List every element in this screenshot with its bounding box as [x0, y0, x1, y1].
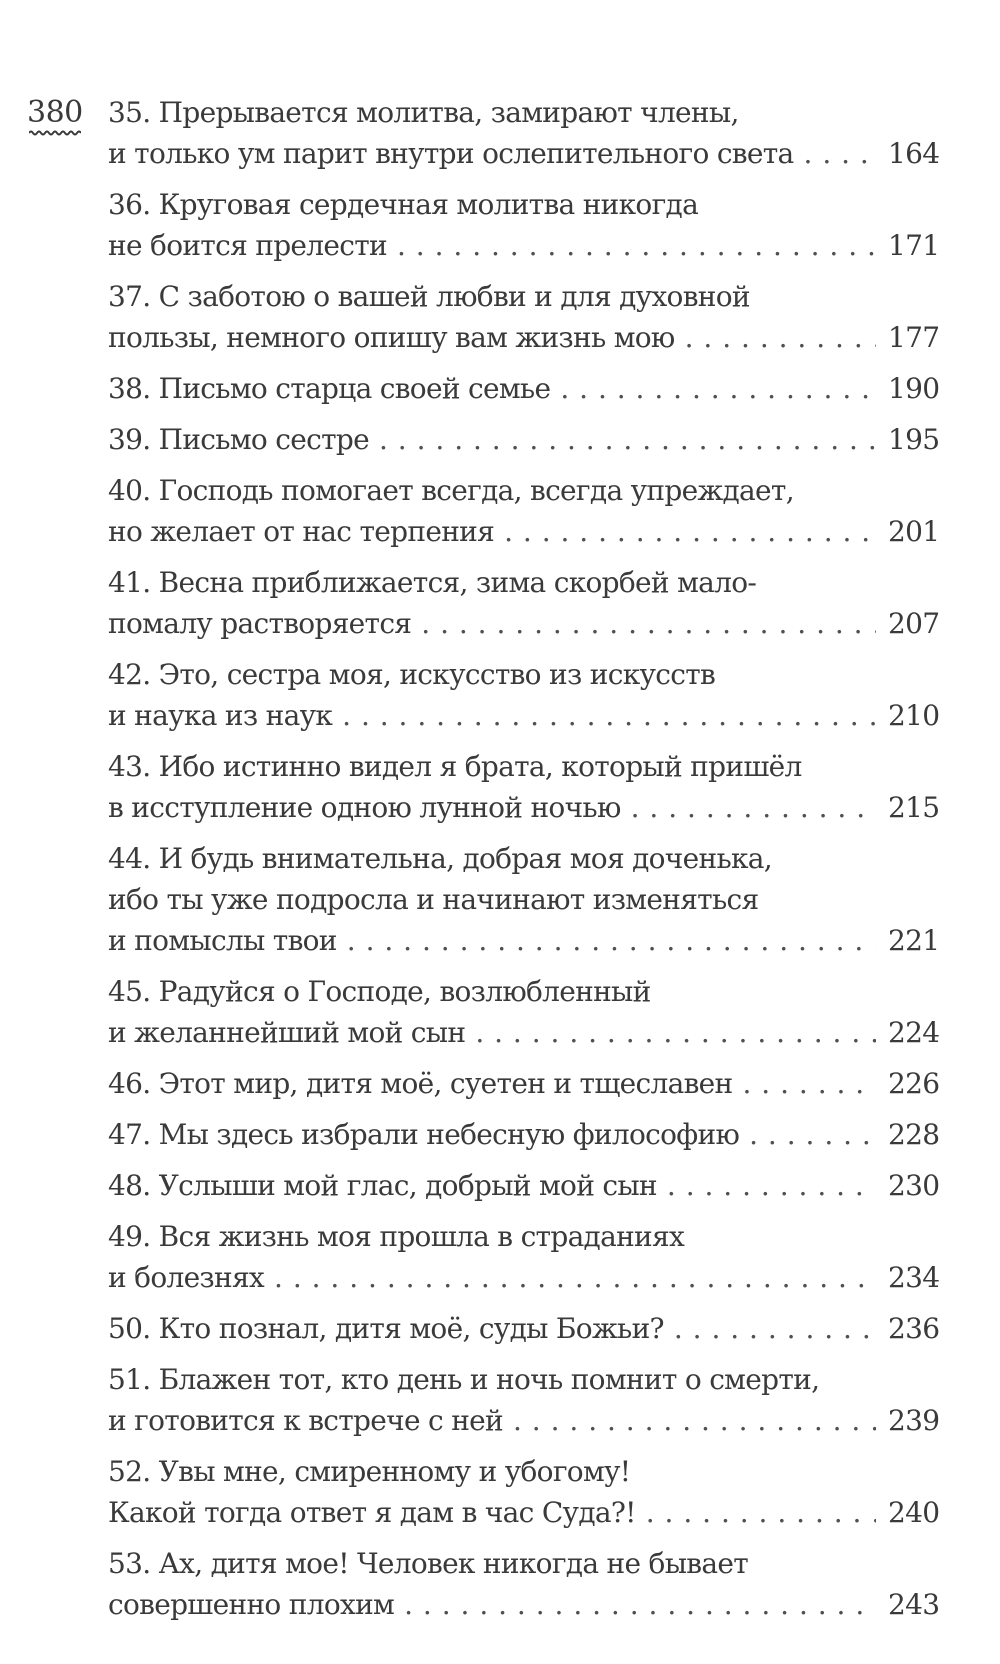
toc-entry-title: 35. Прерывается молитва, замирают члены, — [108, 96, 739, 129]
dot-leader — [674, 1308, 876, 1349]
toc-entry — [108, 1543, 938, 1625]
toc-entry-line — [108, 133, 938, 174]
toc-entry-title: 41. Весна приближается, зима скорбей мало- — [108, 566, 757, 599]
dot-leader — [513, 1400, 876, 1441]
toc-entry — [108, 1114, 938, 1155]
toc-entry-line — [108, 920, 938, 961]
toc-entry-title: 40. Господь помогает всегда, всегда упреждает, — [108, 474, 794, 507]
toc-entry — [108, 562, 938, 644]
toc-entry-title: совершенно плохим — [108, 1588, 395, 1621]
toc-entry — [108, 1308, 938, 1349]
dot-leader — [475, 1012, 876, 1053]
toc-entry-title: 53. Ах, дитя мое! Человек никогда не бывает — [108, 1547, 749, 1580]
toc-entry-title: пользы, немного опишу вам жизнь мою — [108, 321, 675, 354]
toc-entry-title: и готовится к встрече с ней — [108, 1404, 503, 1437]
dot-leader — [743, 1063, 877, 1104]
dot-leader — [342, 695, 876, 736]
toc-entry-title: 36. Круговая сердечная молитва никогда — [108, 188, 699, 221]
toc-entry-title: в исступление одною лунной ночью — [108, 791, 621, 824]
toc-entry — [108, 971, 938, 1053]
toc-entry-title: 44. И будь внимательна, добрая моя доченька, — [108, 842, 772, 875]
toc-entry-title: и только ум парит внутри ослепительного света — [108, 137, 794, 170]
toc-entry-page: 215 — [888, 791, 940, 824]
dot-leader — [667, 1165, 876, 1206]
toc-entry-title: 49. Вся жизнь моя прошла в страданиях — [108, 1220, 685, 1253]
toc-entry-title: 38. Письмо старца своей семье — [108, 372, 551, 405]
toc-entry — [108, 1063, 938, 1104]
toc-entry-page: 226 — [888, 1067, 940, 1100]
dot-leader — [804, 133, 876, 174]
toc-entry-title: 46. Этот мир, дитя моё, суетен и тщеславен — [108, 1067, 733, 1100]
toc-entry-page: 207 — [888, 607, 940, 640]
toc-entry-line — [108, 787, 938, 828]
toc-entry-title: и болезнях — [108, 1261, 265, 1294]
toc-entry-title: не боится прелести — [108, 229, 387, 262]
toc-entry-title: 43. Ибо истинно видел я брата, который пришёл — [108, 750, 802, 783]
toc-entry-line — [108, 879, 938, 920]
wavy-underline-ornament — [29, 130, 81, 136]
toc-entry — [108, 746, 938, 828]
dot-leader — [560, 368, 876, 409]
toc-entry — [108, 92, 938, 174]
toc-entry-page: 195 — [888, 423, 940, 456]
toc-entry — [108, 419, 938, 460]
dot-leader — [404, 1584, 876, 1625]
toc-entry-title: и желаннейший мой сын — [108, 1016, 466, 1049]
toc-entry-line — [108, 746, 938, 787]
dot-leader — [749, 1114, 876, 1155]
toc-entry — [108, 470, 938, 552]
toc-entry-title: и наука из наук — [108, 699, 333, 732]
toc-entry — [108, 1359, 938, 1441]
toc-entry-line — [108, 511, 938, 552]
toc-entry-page: 177 — [888, 321, 940, 354]
toc-entry-line — [108, 419, 938, 460]
toc-entry-page: 171 — [888, 229, 940, 262]
toc-entry-page: 201 — [888, 515, 940, 548]
toc-entry-line — [108, 1543, 938, 1584]
dot-leader — [631, 787, 876, 828]
toc-entry-line — [108, 1584, 938, 1625]
toc-entry-line — [108, 1114, 938, 1155]
toc-entry-line — [108, 368, 938, 409]
toc-entry-title: 39. Письмо сестре — [108, 423, 369, 456]
toc-entry-title: 51. Блажен тот, кто день и ночь помнит о смерти, — [108, 1363, 820, 1396]
dot-leader — [504, 511, 876, 552]
toc-entry-title: ибо ты уже подросла и начинают изменяться — [108, 883, 759, 916]
dot-leader — [379, 419, 876, 460]
toc-entry — [108, 1165, 938, 1206]
toc-entry — [108, 368, 938, 409]
toc-entry-title: но желает от нас терпения — [108, 515, 495, 548]
toc-entry-title: 42. Это, сестра моя, искусство из искусств — [108, 658, 716, 691]
toc-entry-line — [108, 1165, 938, 1206]
toc-entry-page: 210 — [888, 699, 940, 732]
toc-entry-page: 221 — [888, 924, 940, 957]
toc-entry — [108, 184, 938, 266]
dot-leader — [274, 1257, 876, 1298]
toc-entry-title: 37. С заботою о вашей любви и для духовной — [108, 280, 750, 313]
toc-entry-line — [108, 603, 938, 644]
toc-entry-line — [108, 1359, 938, 1400]
toc-entry-line — [108, 184, 938, 225]
page-number-text: 380 — [27, 95, 83, 130]
toc-entry — [108, 1216, 938, 1298]
table-of-contents — [108, 92, 938, 1635]
toc-entry-page: 243 — [888, 1588, 940, 1621]
toc-entry-line — [108, 1257, 938, 1298]
toc-entry-line — [108, 654, 938, 695]
toc-entry-line — [108, 1400, 938, 1441]
dot-leader — [646, 1492, 876, 1533]
toc-entry-title: помалу растворяется — [108, 607, 412, 640]
toc-entry-line — [108, 695, 938, 736]
toc-entry — [108, 276, 938, 358]
toc-entry-page: 240 — [888, 1496, 940, 1529]
toc-entry-page: 236 — [888, 1312, 940, 1345]
toc-entry-page: 234 — [888, 1261, 940, 1294]
toc-entry — [108, 1451, 938, 1533]
toc-entry-line — [108, 1451, 938, 1492]
toc-entry-line — [108, 971, 938, 1012]
dot-leader — [685, 317, 876, 358]
toc-entry — [108, 654, 938, 736]
toc-entry-line — [108, 225, 938, 266]
toc-entry-line — [108, 1012, 938, 1053]
toc-entry-title: 45. Радуйся о Господе, возлюбленный — [108, 975, 651, 1008]
dot-leader — [421, 603, 876, 644]
page-number — [27, 95, 83, 131]
toc-entry-line — [108, 276, 938, 317]
toc-entry-page: 239 — [888, 1404, 940, 1437]
toc-entry-page: 230 — [888, 1169, 940, 1202]
toc-entry — [108, 838, 938, 961]
toc-entry-title: 52. Увы мне, смиренному и убогому! — [108, 1455, 631, 1488]
toc-entry-line — [108, 1492, 938, 1533]
toc-entry-line — [108, 1308, 938, 1349]
toc-entry-title: 48. Услыши мой глас, добрый мой сын — [108, 1169, 657, 1202]
toc-entry-page: 228 — [888, 1118, 940, 1151]
toc-entry-title: 47. Мы здесь избрали небесную философию — [108, 1118, 740, 1151]
toc-entry-line — [108, 317, 938, 358]
toc-entry-line — [108, 470, 938, 511]
toc-entry-line — [108, 92, 938, 133]
toc-entry-title: 50. Кто познал, дитя моё, суды Божьи? — [108, 1312, 664, 1345]
toc-entry-title: Какой тогда ответ я дам в час Суда?! — [108, 1496, 636, 1529]
toc-entry-page: 164 — [888, 137, 940, 170]
toc-entry-page: 224 — [888, 1016, 940, 1049]
toc-entry-line — [108, 838, 938, 879]
toc-entry-page: 190 — [888, 372, 940, 405]
dot-leader — [347, 920, 876, 961]
toc-entry-title: и помыслы твои — [108, 924, 337, 957]
toc-entry-line — [108, 1216, 938, 1257]
toc-entry-line — [108, 562, 938, 603]
dot-leader — [397, 225, 876, 266]
toc-entry-line — [108, 1063, 938, 1104]
